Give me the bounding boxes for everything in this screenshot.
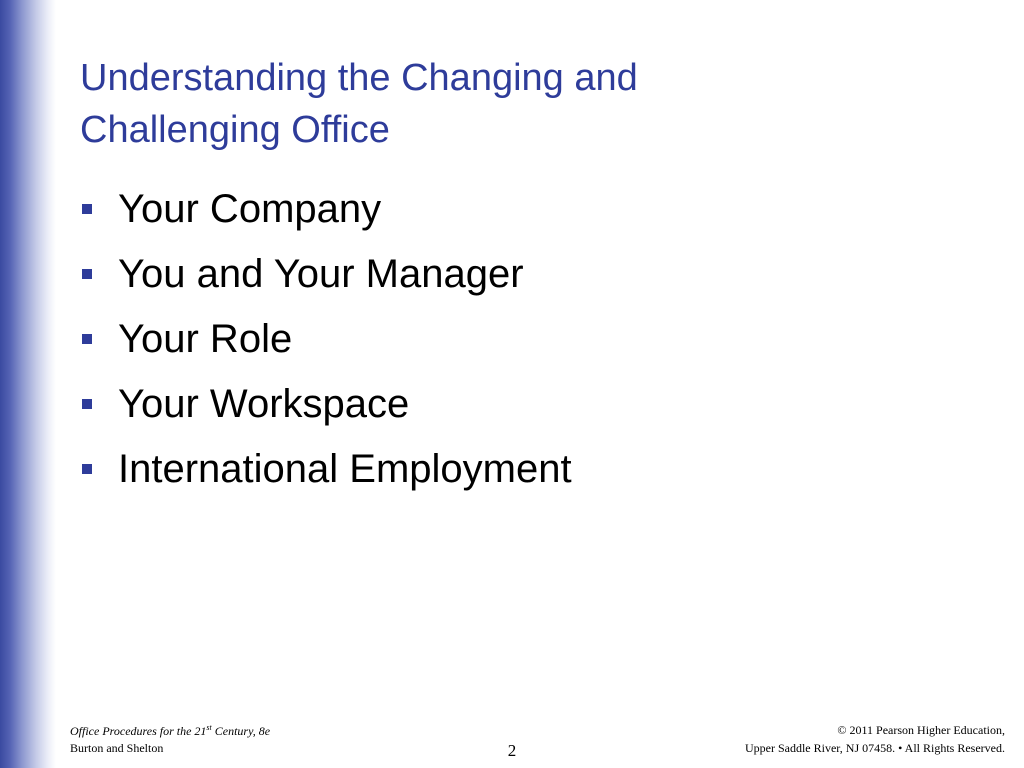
footer-book-info xyxy=(70,723,270,757)
bullet-text: International Employment xyxy=(118,446,572,491)
bullet-item-your-company xyxy=(82,176,572,241)
bullet-item-your-workspace xyxy=(82,371,572,436)
copyright-line-2: Upper Saddle River, NJ 07458. • All Rights Reserved. xyxy=(744,741,1005,755)
bullet-item-you-and-your-manager xyxy=(82,241,572,306)
bullet-text: Your Role xyxy=(118,316,293,361)
copyright-line-1: © 2011 Pearson Higher Education, xyxy=(837,723,1005,737)
bullet-text: You and Your Manager xyxy=(118,251,524,296)
page-number: 2 xyxy=(507,741,517,760)
square-bullet-icon xyxy=(82,399,92,409)
footer-copyright xyxy=(745,721,1005,757)
slide-title-line-2: Challenging Office xyxy=(80,109,390,151)
left-gradient-bar xyxy=(0,0,56,768)
square-bullet-icon xyxy=(82,464,92,474)
square-bullet-icon xyxy=(82,269,92,279)
square-bullet-icon xyxy=(82,334,92,344)
book-title-prefix: Office Procedures for the 21 xyxy=(70,724,207,738)
book-title-suffix: Century, 8e xyxy=(211,724,271,738)
footer-book-title xyxy=(70,723,270,740)
bullet-item-your-role xyxy=(82,306,572,371)
bullet-item-international-employment xyxy=(82,436,572,501)
book-title-superscript: st xyxy=(206,723,212,732)
bullet-list xyxy=(82,176,572,501)
bullet-text: Your Company xyxy=(118,186,382,231)
slide-title-line-1: Understanding the Changing and xyxy=(80,57,638,99)
square-bullet-icon xyxy=(82,204,92,214)
footer-authors: Burton and Shelton xyxy=(70,741,164,755)
bullet-text: Your Workspace xyxy=(118,381,410,426)
slide-title xyxy=(80,52,980,156)
